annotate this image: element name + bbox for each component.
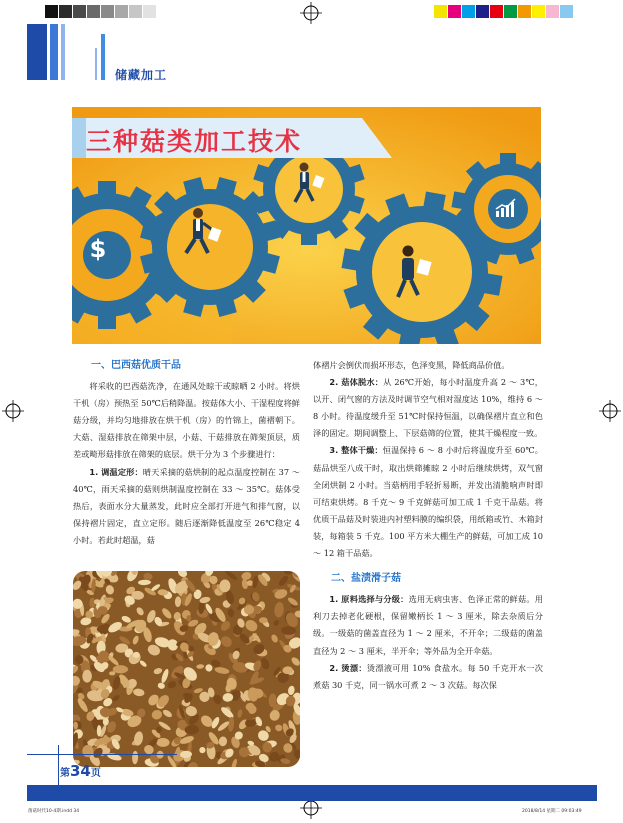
step-text: 从 26℃开始，每小时温度升高 2 ～ 3℃，以开、闭气窗的方法及时调节空气相对湿度达 10%，维持 6 ～ 8 小时。待温度缓升至 51℃时保持恒温，以确保褶片直立和色泽的固定。期间调整上、下层菇筛的位置，使其干燥程度一致。	[313, 377, 543, 439]
registration-mark-left	[2, 400, 24, 422]
article-title: 三种菇类加工技术	[86, 127, 303, 156]
step-text: 烫漂液可用 10% 食盐水。每 50 千克开水一次煮菇 30 千克，同一锅水可煮 2 ～ 3 次菇。每次保	[313, 662, 543, 690]
swatch-gray-4	[101, 5, 114, 18]
swatch-yellow	[434, 5, 447, 18]
header-accent-line-thin	[95, 48, 97, 80]
swatch-blue	[476, 5, 489, 18]
header-blue-bar	[50, 24, 58, 80]
section-2-step2	[313, 660, 543, 694]
footer-vertical-rule	[58, 745, 59, 790]
swatch-magenta	[448, 5, 461, 18]
section-1-step2	[313, 374, 543, 442]
swatch-black	[45, 5, 58, 18]
footer-rule	[27, 754, 177, 755]
step-text: 选用无病虫害、色泽正常的鲜菇。用利刀去掉老化硬根，保留嫩柄长 1 ～ 3 厘米，除去杂质后分级。一级菇的菌盖直径为 1 ～ 2 厘米，不开伞；二级菇的菌盖直径为 2 ～ 3 厘米，半开伞；等外品为全开伞菇。	[313, 594, 543, 656]
step-label: 2. 烫漂：	[329, 662, 367, 673]
step-label: 3. 整体干燥：	[329, 445, 383, 456]
step1-continuation: 体褶片会倒伏而损坏形态，色泽变黑，降低商品价值。	[313, 360, 510, 370]
section-tag: 储藏加工	[115, 68, 168, 82]
swatch-light-cyan	[560, 5, 573, 18]
header-blue-block	[27, 24, 47, 80]
slug-right: 2018/8/14 星期二 09:03:49	[522, 809, 582, 814]
page-suffix: 页	[90, 768, 101, 779]
registration-mark-top	[300, 2, 322, 24]
swatch-gray-5	[115, 5, 128, 18]
registration-mark-right	[599, 400, 621, 422]
swatch-green	[504, 5, 517, 18]
header-accent-line	[101, 34, 105, 80]
page-number	[60, 762, 101, 780]
footer-blue-band	[27, 785, 597, 801]
left-column	[73, 357, 300, 549]
right-column	[313, 357, 543, 694]
swatch-light-yellow	[532, 5, 545, 18]
section-1-intro: 将采收的巴西菇洗净，在通风处晾干或晾晒 2 小时。将烘干机（房）预热至 50℃后稍降温。按菇体大小、干湿程度将鲜菇分级，并均匀地排放在烘干机（房）的竹锦上，菌褶朝下。大菇、湿菇排放在筛架中层，小菇、干菇排放在筛架顶层，质差或畸形菇排放在筛架的底层。烘干分为 3 个步骤进行：	[73, 381, 300, 460]
swatch-gray-3	[87, 5, 100, 18]
section-2-heading: 二、盐渍滑子菇	[331, 573, 401, 585]
mushroom-photo	[73, 571, 300, 767]
header-light-blue-bar	[61, 24, 65, 80]
step-text: 恒温保持 6 ～ 8 小时后将温度升至 60℃。菇品烘至八成干时，取出烘筛摊晾 2 小时后继续烘烤，双气窗全闭烘制 2 小时。当菇柄用手轻折易断，并发出清脆响声时即可结束烘烤。8 千克～ 9 千克鲜菇可加工成 1 千克干品菇。将优质干品菇及时装进内衬塑料膜的编织袋，用纸箱或竹、木箱封装，每箱装 5 千克。100 平方米大棚生产的鲜菇，可加工成 10 ～ 12 箱干品菇。	[313, 445, 543, 559]
page-prefix: 第	[60, 768, 70, 779]
swatch-pink	[546, 5, 559, 18]
swatch-orange	[518, 5, 531, 18]
dollar-icon	[90, 235, 107, 263]
swatch-gray-6	[129, 5, 142, 18]
section-2-step1	[313, 591, 543, 659]
slug-left: 菌菇时代10-4期.indd 34	[28, 809, 80, 814]
swatch-gray-7	[143, 5, 156, 18]
swatch-gray-2	[73, 5, 86, 18]
svg-text:$: $	[89, 235, 107, 263]
swatch-red	[490, 5, 503, 18]
swatch-gray-1	[59, 5, 72, 18]
step-label: 1. 原料选择与分级：	[329, 594, 409, 605]
section-1-step3	[313, 442, 543, 562]
step-label: 1. 调温定形：	[89, 466, 143, 477]
page-number-value: 34	[70, 762, 91, 780]
section-1-heading: 一、巴西菇优质干品	[91, 360, 181, 371]
section-1-step1	[73, 464, 300, 549]
swatch-cyan	[462, 5, 475, 18]
step-label: 2. 菇体脱水：	[329, 377, 384, 388]
step-text: 晴天采摘的菇烘制的起点温度控制在 37 ～ 40℃，雨天采摘的菇则烘制温度控制在 33 ～ 35℃。菇体受热后，表面水分大量蒸发，此时应全部打开进气和排气窗，以保持褶片固定，直立定形。随后逐渐降低温度至 26℃稳定 4 小时。若此时超温，菇	[73, 466, 300, 545]
